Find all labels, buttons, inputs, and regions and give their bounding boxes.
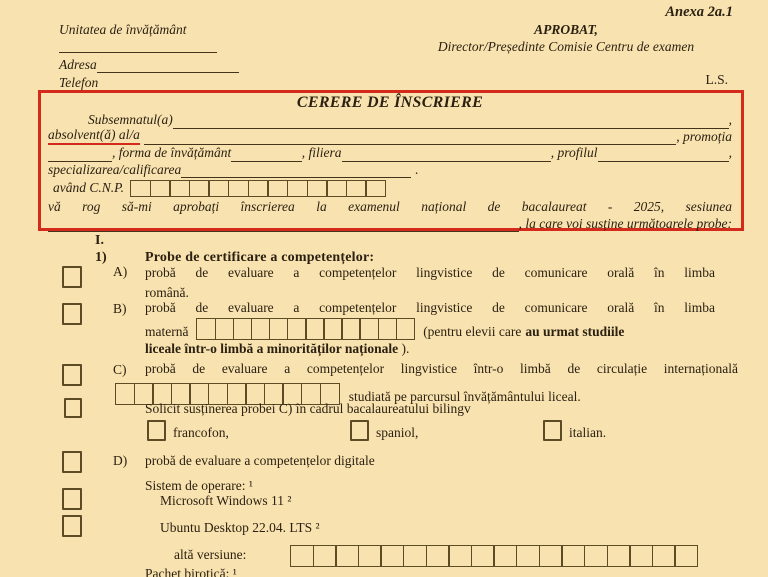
cnp-cell[interactable]	[287, 180, 308, 197]
item-1-title: Probe de certificare a competențelor:	[145, 250, 375, 265]
request-line-4	[48, 162, 732, 179]
proba-b-line3	[145, 341, 409, 357]
cnp-cell[interactable]	[150, 180, 171, 197]
alt-version-cell[interactable]	[335, 545, 359, 567]
spaniol-label: spaniol,	[376, 425, 419, 440]
alt-version-cell[interactable]	[313, 545, 337, 567]
cnp-cell[interactable]	[208, 180, 229, 197]
alt-version-cell[interactable]	[674, 545, 698, 567]
line3-comma: ,	[728, 145, 732, 161]
checkbox-bilingv[interactable]	[64, 398, 82, 418]
request-line-7	[48, 215, 732, 232]
bilingv-option-francofon	[147, 420, 229, 441]
letter-d: D)	[113, 453, 128, 468]
materna-language-cell[interactable]	[196, 318, 216, 340]
francofon-label: francofon,	[173, 425, 229, 440]
materna-language-cell[interactable]	[233, 318, 253, 340]
specializare-label: specializarea/calificarea	[48, 161, 182, 177]
checkbox-italian[interactable]	[543, 420, 562, 441]
promotia-year-blank[interactable]	[48, 148, 112, 162]
filiera-blank[interactable]	[342, 148, 551, 162]
stamp-place-label: L.S.	[705, 72, 728, 87]
request-line-3	[48, 145, 732, 162]
alt-version-cell[interactable]	[584, 545, 608, 567]
specializare-blank[interactable]	[181, 164, 411, 178]
annex-number: Anexa 2a.1	[665, 4, 733, 20]
alt-version-cell[interactable]	[290, 545, 314, 567]
checkbox-proba-a[interactable]	[62, 266, 82, 288]
profil-blank[interactable]	[598, 148, 729, 162]
alt-version-cells	[290, 545, 698, 567]
forma-label: , forma de învățământ	[112, 145, 232, 161]
materna-language-cells	[196, 318, 415, 340]
ubuntu-option-label: Ubuntu Desktop 22.04. LTS ²	[160, 520, 320, 535]
subsemnatul-label: Subsemnatul(a)	[88, 112, 173, 128]
materna-language-cell[interactable]	[323, 318, 343, 340]
checkbox-ubuntu[interactable]	[62, 515, 82, 537]
letter-b: B)	[113, 301, 127, 316]
proba-c-line1: probă de evaluare a competențelor lingvistice într-o limbă de circulație internațională	[145, 361, 738, 376]
name-blank[interactable]	[173, 115, 729, 129]
letter-c: C)	[113, 362, 127, 377]
proba-c-note: studiată pe parcursul învățământului liceal.	[348, 389, 581, 404]
proba-b-line3-end: ).	[401, 341, 410, 356]
request-line-6: vă rog să-mi aprobați înscrierea la examenul național de bacalaureat - 2025, sesiunea	[48, 198, 732, 214]
cnp-cell[interactable]	[326, 180, 347, 197]
cnp-cell[interactable]	[228, 180, 249, 197]
forma-blank[interactable]	[231, 148, 302, 162]
checkbox-proba-c[interactable]	[62, 364, 82, 386]
os-label: Sistem de operare: ¹	[145, 478, 253, 493]
proba-a-text	[145, 263, 715, 302]
alt-version-cell[interactable]	[607, 545, 631, 567]
materna-language-cell[interactable]	[251, 318, 271, 340]
alt-version-cell[interactable]	[358, 545, 382, 567]
enrollment-request-box	[38, 90, 744, 231]
proba-b-note: (pentru elevii care	[423, 324, 522, 339]
phone-blank[interactable]	[98, 77, 236, 91]
bilingv-option-spaniol	[350, 420, 418, 441]
alt-version-cell[interactable]	[426, 545, 450, 567]
alt-version-cell[interactable]	[629, 545, 653, 567]
foreign-language-cell[interactable]	[115, 383, 135, 405]
proba-b-line2	[145, 317, 624, 340]
cnp-cell[interactable]	[267, 180, 288, 197]
absolvent-label: absolvent(ă) al/a	[48, 127, 140, 145]
alt-version-cell[interactable]	[403, 545, 427, 567]
alt-version-label: altă versiune:	[174, 547, 247, 562]
materna-language-cell[interactable]	[287, 318, 307, 340]
cnp-cell[interactable]	[189, 180, 210, 197]
request-title: CERERE DE ÎNSCRIERE	[296, 94, 484, 111]
cnp-cells	[130, 180, 386, 197]
materna-language-cell[interactable]	[269, 318, 289, 340]
address-blank[interactable]	[97, 59, 239, 73]
alt-version-cell[interactable]	[561, 545, 585, 567]
alt-version-cell[interactable]	[539, 545, 563, 567]
windows-option-label: Microsoft Windows 11 ²	[160, 493, 292, 508]
materna-label: maternă	[145, 324, 189, 339]
materna-language-cell[interactable]	[215, 318, 235, 340]
alt-version-cell[interactable]	[493, 545, 517, 567]
materna-language-cell[interactable]	[305, 318, 325, 340]
school-blank-2[interactable]	[144, 131, 676, 145]
checkbox-proba-d[interactable]	[62, 451, 82, 473]
materna-language-cell[interactable]	[341, 318, 361, 340]
proba-a-line2: română.	[145, 284, 189, 300]
request-line-2	[48, 126, 732, 146]
probe-intro: , la care voi susține următoarele probe:	[518, 215, 732, 231]
approval-block	[390, 22, 742, 55]
alt-version-cell[interactable]	[380, 545, 404, 567]
proba-b-line3-bold: liceale într-o limbă a minorităților naționale	[145, 341, 399, 356]
alt-version-cell[interactable]	[471, 545, 495, 567]
letter-a: A)	[113, 264, 128, 279]
filiera-label: , filiera	[301, 145, 342, 161]
checkbox-windows[interactable]	[62, 488, 82, 510]
proba-b-note-bold: au urmat studiile	[525, 324, 625, 339]
school-unit-label: Unitatea de învățământ	[59, 22, 187, 37]
address-row	[59, 57, 239, 73]
line4-period: .	[415, 161, 419, 177]
cnp-cell[interactable]	[130, 180, 151, 197]
alt-version-cell[interactable]	[516, 545, 540, 567]
checkbox-proba-b[interactable]	[62, 303, 82, 325]
cnp-cell[interactable]	[248, 180, 269, 197]
profil-label: , profilul	[550, 145, 598, 161]
cnp-cell[interactable]	[346, 180, 367, 197]
cnp-cell[interactable]	[365, 180, 386, 197]
italian-label: italian.	[569, 425, 607, 440]
cnp-label: având C.N.P.	[53, 180, 125, 196]
alt-version-cell[interactable]	[652, 545, 676, 567]
materna-language-cell[interactable]	[359, 318, 379, 340]
checkbox-francofon[interactable]	[147, 420, 166, 441]
materna-language-cell[interactable]	[378, 318, 398, 340]
address-label: Adresa	[59, 57, 97, 72]
phone-label: Telefon	[59, 75, 99, 90]
bilingv-option-italian	[543, 420, 606, 441]
office-suite-label-partial: Pachet birotică: ¹	[145, 566, 237, 577]
sesiune-blank[interactable]	[48, 218, 519, 232]
cnp-cell[interactable]	[169, 180, 190, 197]
materna-language-cell[interactable]	[396, 318, 416, 340]
approved-label: APROBAT,	[534, 22, 598, 37]
school-name-blank[interactable]	[59, 52, 217, 53]
proba-b-line1: probă de evaluare a competențelor lingvistice de comunicare orală în limba	[145, 300, 715, 315]
line1-comma: ,	[728, 112, 732, 128]
bilingv-request-text: Solicit susținerea probei C) în cadrul bacalaureatului bilingv	[145, 401, 471, 416]
proba-a-line1: probă de evaluare a competențelor lingvistice de comunicare orală în limba	[145, 265, 715, 280]
checkbox-spaniol[interactable]	[350, 420, 369, 441]
promotia-label: , promoția	[676, 128, 732, 144]
cnp-cell[interactable]	[307, 180, 328, 197]
request-line-1	[48, 112, 732, 129]
phone-row	[59, 75, 236, 91]
alt-version-cell[interactable]	[448, 545, 472, 567]
cnp-row	[48, 178, 732, 197]
proba-d-text: probă de evaluare a competențelor digitale	[145, 453, 375, 468]
section-roman-numeral: I.	[95, 233, 104, 248]
item-1-number: 1)	[95, 250, 107, 265]
approver-title: Director/Președinte Comisie Centru de examen	[437, 39, 695, 54]
